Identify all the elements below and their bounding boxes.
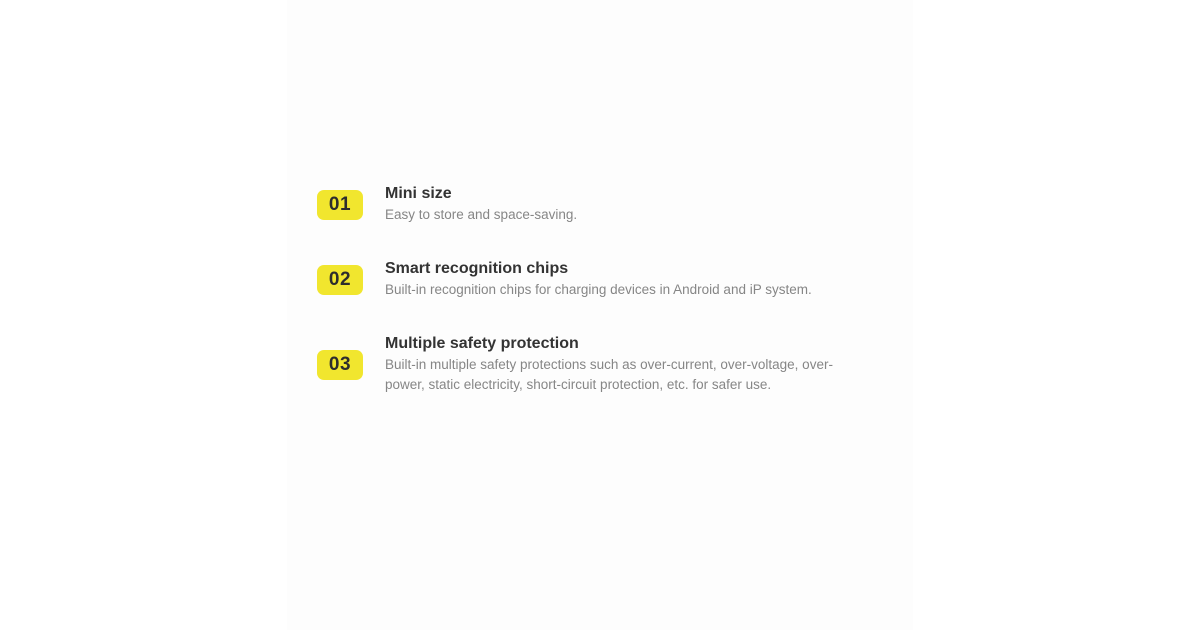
feature-number-badge: 02 — [317, 265, 363, 295]
feature-number-badge: 03 — [317, 350, 363, 380]
feature-description: Built-in recognition chips for charging devices in Android and iP system. — [385, 282, 812, 297]
feature-list — [317, 185, 843, 395]
feature-text-block — [385, 335, 843, 395]
feature-description: Easy to store and space-saving. — [385, 207, 578, 222]
feature-item-smart-chips — [317, 260, 843, 300]
feature-text-block — [385, 260, 812, 300]
feature-title: Smart recognition chips — [385, 260, 569, 277]
feature-text-block — [385, 185, 577, 225]
feature-title: Multiple safety protection — [385, 335, 579, 352]
feature-item-safety-protection — [317, 335, 843, 395]
feature-item-mini-size — [317, 185, 843, 225]
feature-title: Mini size — [385, 185, 452, 202]
feature-description: Built-in multiple safety protections such as over-current, over-voltage, over-power, static electricity, short-circuit protection, etc. for safer use. — [385, 357, 833, 392]
feature-number-badge: 01 — [317, 190, 363, 220]
